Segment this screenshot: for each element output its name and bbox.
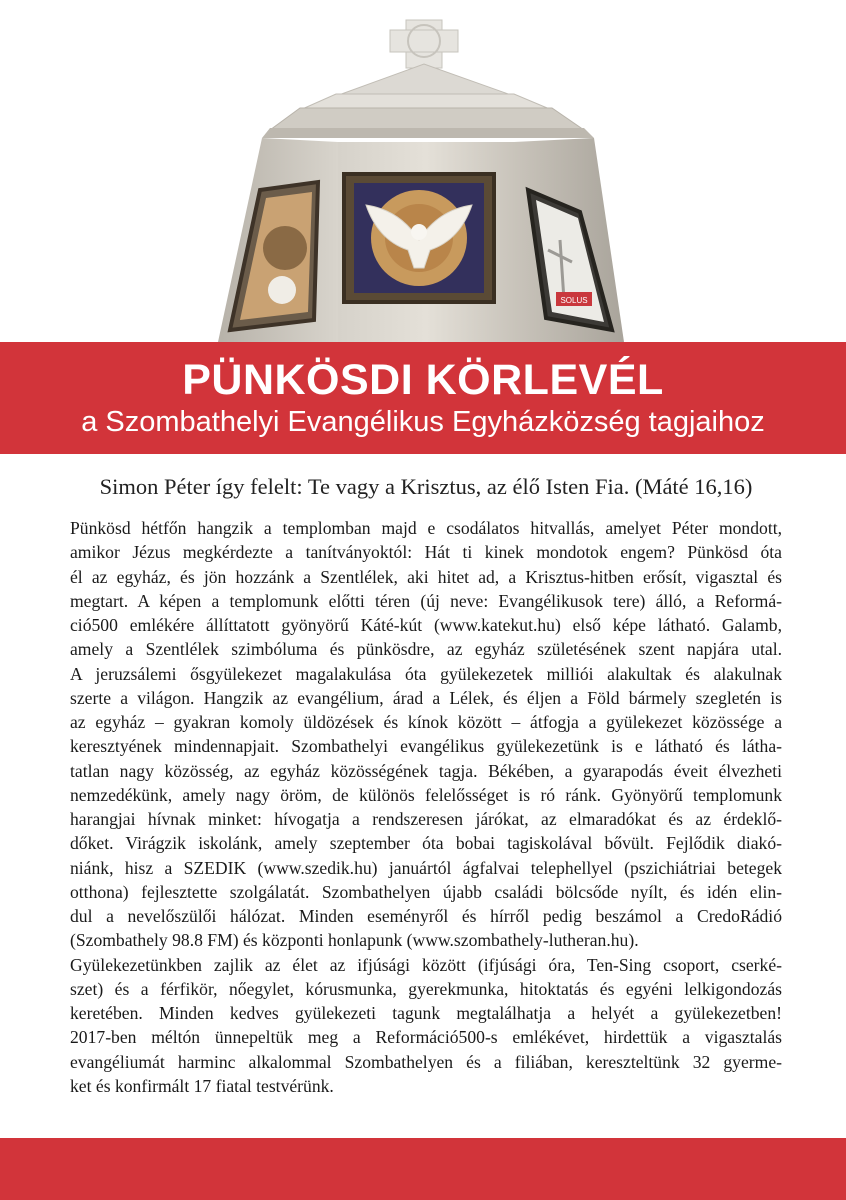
- body-line: nemzedékünk, amely nagy öröm, de különös felelősséget is ró ránk. Gyönyörű templomunk: [70, 784, 782, 805]
- page-title: PÜNKÖSDI KÖRLEVÉL: [182, 356, 664, 404]
- body-line: otthona) fejlesztette szolgálatát. Szombathelyen újabb családi bölcsőde nyílt, és idén elin-: [70, 881, 782, 902]
- body-line: evangéliumát harminc alkalommal Szombathelyen és a filiában, kereszteltünk 32 gyermе-: [70, 1051, 782, 1072]
- body-line: keresztyének mindennapjait. Szombathelyi evangélikus gyülekezetünk is e látható és látha-: [70, 736, 782, 757]
- body-line: harangjai hívnak minket: hívogatja a rendszeresen járókat, az elmaradókat és az érdeklő-: [70, 809, 782, 829]
- title-banner: [0, 342, 846, 454]
- bible-quote: Simon Péter így felelt: Te vagy a Krisztus, az élő Isten Fia. (Máté 16,16): [99, 474, 753, 499]
- footer-band: [0, 1138, 846, 1200]
- letter-body: [70, 516, 782, 1098]
- body-line: dőket. Virágzik iskolánk, amely szeptember óta bobai tagiskolával bővült. Fejlődik diakó-: [70, 833, 782, 854]
- body-line: dul a nevelőszülői hálózat. Minden eseményről és hírről pedig beszámol a CredoRádió: [70, 906, 782, 926]
- panel-inscription: SOLUS: [560, 296, 588, 305]
- page-subtitle: a Szombathelyi Evangélikus Egyházközség tagjaihoz: [81, 406, 765, 438]
- body-line: amely a Szentlélek szimbóluma és pünkösdre, az egyház születésének szent napjára utal.: [70, 639, 782, 660]
- body-line: niánk, hisz a SZEDIK (www.szedik.hu) januártól ágfalvai telephellyel (pszichiátriai betegek: [70, 857, 782, 878]
- body-line: amikor Jézus megkérdezte a tanítványoktól: Hát ti kinek mondotok engem? Pünkösd óta: [70, 542, 782, 563]
- body-line: az egyház – gyakran komoly üldözések és kínok között – átfogja a gyülekezet közössége a: [70, 712, 782, 732]
- body-line: szet) és a férfikör, nőegylet, kórusmunka, gyerekmunka, hitoktatás és egyéni lelkigondozás: [70, 978, 782, 999]
- body-line: tatlan nagy közösség, az egyház közösségének tagja. Békében, a gyarapodás éveit élvezheti: [70, 760, 782, 781]
- cross-icon: [390, 20, 458, 68]
- body-line: (Szombathely 98.8 FM) és központi honlapunk (www.szombathely-lutheran.hu).: [70, 930, 639, 951]
- body-line: keretében. Minden kedves gyülekezeti tagunk megtalálhatja a helyét a gyülekezetben!: [70, 1003, 782, 1023]
- body-line: él az egyház, és jön hozzánk a Szentlélek, aki hitet ad, a Krisztus-hitben erősít, vigasztal és: [70, 566, 782, 587]
- body-line: szerte a világon. Hangzik az evangélium, árad a Lélek, és éljen a Föld bármely szegletén is: [70, 687, 782, 708]
- body-line: ció500 emlékére állíttatott gyönyörű Káté-kút (www.katekut.hu) első képe látható. Galamb,: [70, 615, 782, 635]
- body-line: A jeruzsálemi ősgyülekezet magalakulása óta gyülekezetek milliói alakultak és alakulnak: [70, 663, 782, 684]
- dove-relief-panel: [344, 174, 494, 302]
- body-line: megtart. A képen a templomunk előtti téren (új neve: Evangélikusok tere) álló, a Reformá-: [70, 590, 782, 611]
- body-line: ket és konfirmált 17 fiatal testvérünk.: [70, 1075, 334, 1096]
- body-line: Gyülekezetünkben zajlik az élet az ifjúsági között (ifjúsági óra, Ten-Sing csoport, cserké-: [70, 954, 782, 975]
- body-line: 2017-ben méltón ünnepeltük meg a Reformáció500-s emlékévet, hirdettük a vigasztalás: [70, 1027, 782, 1048]
- body-line: Pünkösd hétfőn hangzik a templomban majd e csodálatos hitvallás, amelyet Péter mondott,: [70, 518, 782, 538]
- kate-kut-fountain-image: [0, 0, 846, 342]
- header-photo: [0, 0, 846, 342]
